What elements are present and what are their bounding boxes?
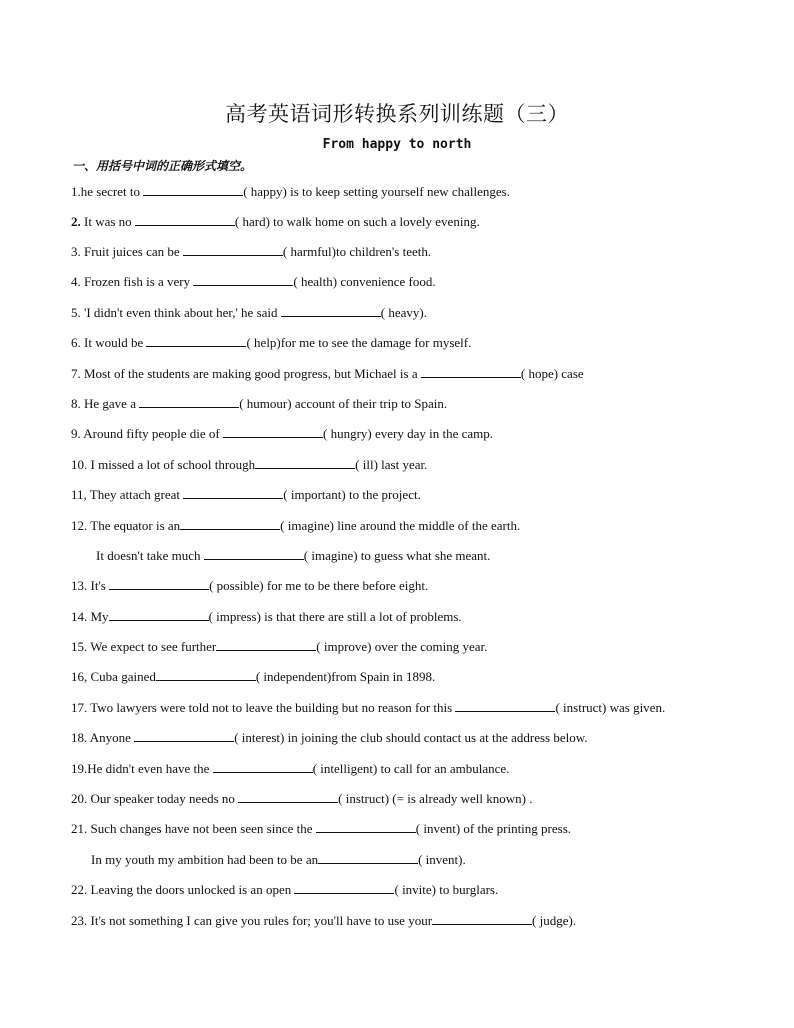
answer-blank[interactable] [139,395,239,408]
exercise-item [71,638,487,655]
item-text-before: he secret to [80,184,144,199]
exercise-item [71,790,533,807]
exercise-item [71,273,436,290]
answer-blank[interactable] [183,243,283,256]
answer-blank[interactable] [316,820,416,833]
answer-blank[interactable] [146,334,246,347]
item-text-after: ( independent)from Spain in 1898. [255,669,436,684]
answer-blank[interactable] [143,183,243,196]
item-text-after: ( invent). [418,852,466,867]
answer-blank[interactable] [432,912,532,925]
item-text-before: It would be [80,335,147,350]
item-text-after: ( hope) case [520,366,584,381]
item-text-after: ( help)for me to see the damage for myself. [246,335,472,350]
exercise-item [96,547,490,564]
item-text-after: ( health) convenience food. [293,274,436,289]
answer-blank[interactable] [223,425,323,438]
item-number: 9. [71,426,81,441]
answer-blank[interactable] [455,699,555,712]
item-number: 20. [71,791,88,806]
item-number: 7. [71,366,81,381]
exercise-item [71,456,427,473]
exercise-item [71,760,509,777]
item-text-after: ( invent) of the printing press. [415,821,572,836]
item-text-before: It's not something I can give you rules for; you'll have to use your [87,913,433,928]
item-text-before: It doesn't take much [96,548,204,563]
answer-blank[interactable] [238,790,338,803]
answer-blank[interactable] [421,365,521,378]
item-text-before: They attach great [86,487,184,502]
item-number: 1. [71,184,81,199]
item-text-after: ( important) to the project. [283,487,421,502]
item-number: 22. [71,882,88,897]
answer-blank[interactable] [183,486,283,499]
item-text-after: ( heavy). [380,305,427,320]
item-number: 19. [71,761,88,776]
item-text-before: Leaving the doors unlocked is an open [87,882,295,897]
item-text-before: Anyone [87,730,135,745]
answer-blank[interactable] [109,577,209,590]
exercise-item [71,820,571,837]
item-number: 2. [71,214,81,229]
item-text-before: 'I didn't even think about her,' he said [80,305,281,320]
answer-blank[interactable] [180,517,280,530]
answer-blank[interactable] [281,304,381,317]
item-text-after: ( imagine) to guess what she meant. [303,548,491,563]
item-text-before: Fruit juices can be [80,244,183,259]
item-number: 13. [71,578,88,593]
item-text-before: Most of the students are making good progress, but Michael is a [80,366,421,381]
item-number: 23. [71,913,88,928]
item-text-before: It's [87,578,110,593]
item-text-before: The equator is an [87,518,181,533]
item-text-after: ( hungry) every day in the camp. [323,426,494,441]
answer-blank[interactable] [213,760,313,773]
exercise-item [91,851,466,868]
exercise-item [71,608,462,625]
exercise-item [71,881,498,898]
item-text-after: ( humour) account of their trip to Spain. [239,396,448,411]
exercise-item [71,486,421,503]
answer-blank[interactable] [156,668,256,681]
item-text-after: ( improve) over the coming year. [316,639,488,654]
item-text-before: Two lawyers were told not to leave the building but no reason for this [87,700,456,715]
page-title: 高考英语词形转换系列训练题（三） [225,102,569,126]
item-number: 3. [71,244,81,259]
item-text-after: ( intelligent) to call for an ambulance. [312,761,510,776]
exercise-item [71,577,428,594]
item-text-before: Our speaker today needs no [87,791,239,806]
item-text-after: ( instruct) (= is already well known) . [338,791,533,806]
answer-blank[interactable] [216,638,316,651]
item-text-before: Around fifty people die of [80,426,223,441]
item-text-after: ( possible) for me to be there before eight. [209,578,429,593]
answer-blank[interactable] [134,729,234,742]
item-number: 6. [71,335,81,350]
item-number: 12. [71,518,88,533]
item-number: 18. [71,730,88,745]
exercise-item [71,334,471,351]
exercise-item [71,213,480,230]
answer-blank[interactable] [294,881,394,894]
item-text-before: Cuba gained [87,669,156,684]
item-text-after: ( instruct) was given. [555,700,666,715]
item-text-before: It was no [80,214,135,229]
item-number: 11, [71,487,87,502]
item-number: 14. [71,609,88,624]
item-text-before: We expect to see further [87,639,217,654]
exercise-item [71,699,665,716]
item-number: 10. [71,457,88,472]
exercise-item [71,243,431,260]
exercise-item [71,304,427,321]
exercise-item [71,183,510,200]
item-text-after: ( judge). [532,913,577,928]
exercise-item [71,517,520,534]
item-text-after: ( hard) to walk home on such a lovely evening. [234,214,480,229]
exercise-item [71,395,447,412]
answer-blank[interactable] [204,547,304,560]
item-text-after: ( happy) is to keep setting yourself new challenges. [243,184,510,199]
item-text-before: In my youth my ambition had been to be an [91,852,319,867]
item-number: 17. [71,700,88,715]
item-number: 8. [71,396,81,411]
exercise-item [71,729,588,746]
exercise-item [71,912,576,929]
section-heading: 一、用括号中词的正确形式填空。 [72,159,253,173]
item-text-before: My [87,609,109,624]
item-text-before: Such changes have not been seen since the [87,821,316,836]
item-number: 16, [71,669,88,684]
answer-blank[interactable] [318,851,418,864]
item-text-after: ( impress) is that there are still a lot of problems. [208,609,462,624]
item-number: 21. [71,821,88,836]
item-text-after: ( imagine) line around the middle of the earth. [280,518,521,533]
item-text-before: I missed a lot of school through [87,457,256,472]
answer-blank[interactable] [135,213,235,226]
exercise-item [71,668,435,685]
item-text-before: He didn't even have the [87,761,213,776]
item-text-after: ( harmful)to children's teeth. [282,244,432,259]
exercise-item [71,365,584,382]
item-text-before: He gave a [80,396,140,411]
answer-blank[interactable] [193,273,293,286]
item-number: 5. [71,305,81,320]
item-number: 15. [71,639,88,654]
answer-blank[interactable] [255,456,355,469]
item-number: 4. [71,274,81,289]
item-text-after: ( ill) last year. [355,457,428,472]
exercise-item [71,425,493,442]
item-text-after: ( interest) in joining the club should contact us at the address below. [234,730,588,745]
item-text-before: Frozen fish is a very [80,274,194,289]
answer-blank[interactable] [109,608,209,621]
page-subtitle: From happy to north [322,137,472,152]
item-text-after: ( invite) to burglars. [394,882,499,897]
